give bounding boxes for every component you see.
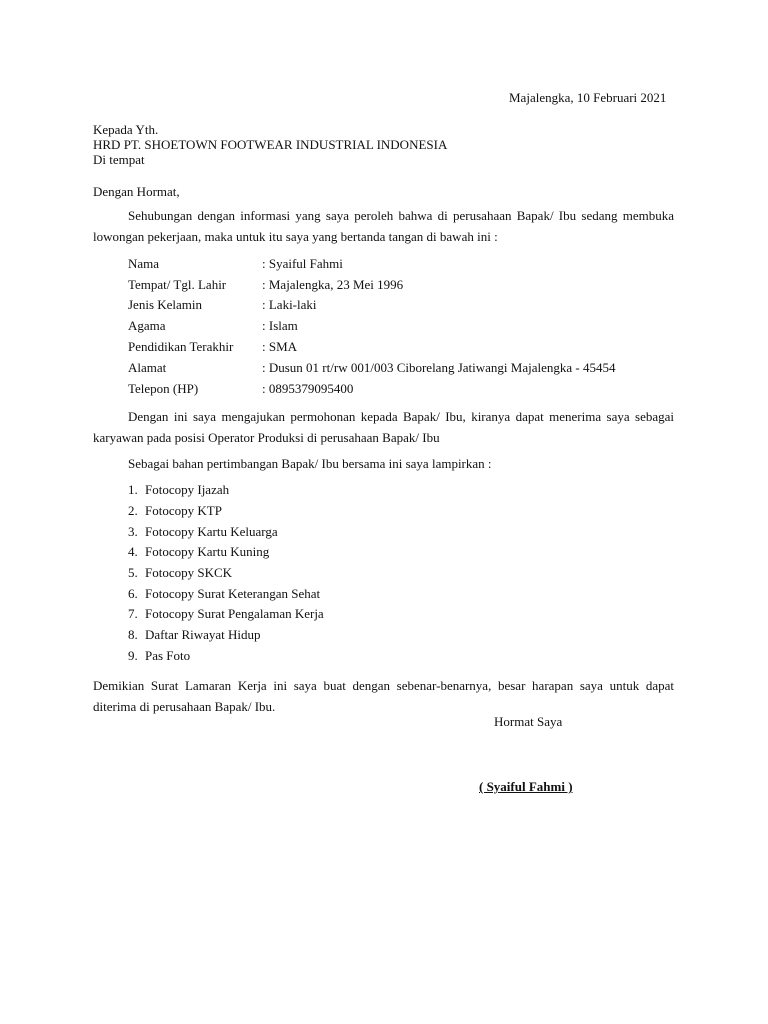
attachments-intro: Sebagai bahan pertimbangan Bapak/ Ibu bersama ini saya lampirkan :: [128, 456, 492, 471]
detail-label: Telepon (HP): [128, 381, 199, 396]
detail-value: : Dusun 01 rt/rw 001/003 Ciborelang Jatiwangi Majalengka - 45454: [262, 360, 616, 375]
detail-label: Jenis Kelamin: [128, 297, 203, 312]
detail-value: : Syaiful Fahmi: [262, 256, 343, 271]
list-item-text: Fotocopy Surat Pengalaman Kerja: [145, 606, 324, 621]
closing-paragraph: Demikian Surat Lamaran Kerja ini saya buat dengan sebenar-benarnya, besar harapan saya untuk dapat diterima di perusahaan Bapak/ Ibu.: [93, 678, 674, 714]
list-item-text: Fotocopy Surat Keterangan Sehat: [145, 586, 321, 601]
detail-value: : Majalengka, 23 Mei 1996: [262, 277, 404, 292]
list-item-number: 3.: [128, 524, 138, 539]
detail-value: : 0895379095400: [262, 381, 354, 396]
list-item-number: 8.: [128, 627, 138, 642]
list-item-text: Fotocopy KTP: [145, 503, 222, 518]
regards: Hormat Saya: [494, 714, 563, 729]
signature-name: ( Syaiful Fahmi ): [479, 779, 573, 794]
list-item-number: 2.: [128, 503, 138, 518]
detail-label: Alamat: [128, 360, 167, 375]
recipient-line-3: Di tempat: [93, 152, 145, 167]
detail-value: : SMA: [262, 339, 298, 354]
list-item-number: 1.: [128, 482, 138, 497]
list-item-number: 4.: [128, 544, 138, 559]
detail-value: : Laki-laki: [262, 297, 317, 312]
list-item-text: Fotocopy Kartu Kuning: [145, 544, 270, 559]
salutation: Dengan Hormat,: [93, 184, 180, 199]
detail-value: : Islam: [262, 318, 298, 333]
list-item-text: Fotocopy Kartu Keluarga: [145, 524, 278, 539]
list-item-number: 6.: [128, 586, 138, 601]
list-item-number: 7.: [128, 606, 138, 621]
recipient-line-2: HRD PT. SHOETOWN FOOTWEAR INDUSTRIAL INDONESIA: [93, 137, 448, 152]
detail-label: Agama: [128, 318, 166, 333]
detail-label: Tempat/ Tgl. Lahir: [128, 277, 227, 292]
application-paragraph: Dengan ini saya mengajukan permohonan kepada Bapak/ Ibu, kiranya dapat menerima saya sebagai karyawan pada posisi Operator Produksi di perusahaan Bapak/ Ibu: [93, 409, 674, 445]
list-item-text: Fotocopy Ijazah: [145, 482, 230, 497]
list-item-number: 5.: [128, 565, 138, 580]
recipient-line-1: Kepada Yth.: [93, 122, 159, 137]
list-item-text: Pas Foto: [145, 648, 191, 663]
intro-paragraph: Sehubungan dengan informasi yang saya peroleh bahwa di perusahaan Bapak/ Ibu sedang membuka lowongan pekerjaan, maka untuk itu saya yang bertanda tangan di bawah ini :: [93, 208, 674, 244]
detail-label: Pendidikan Terakhir: [128, 339, 234, 354]
place-date: Majalengka, 10 Februari 2021: [509, 90, 667, 105]
list-item-number: 9.: [128, 648, 138, 663]
list-item-text: Fotocopy SKCK: [145, 565, 233, 580]
detail-label: Nama: [128, 256, 160, 271]
list-item-text: Daftar Riwayat Hidup: [145, 627, 261, 642]
